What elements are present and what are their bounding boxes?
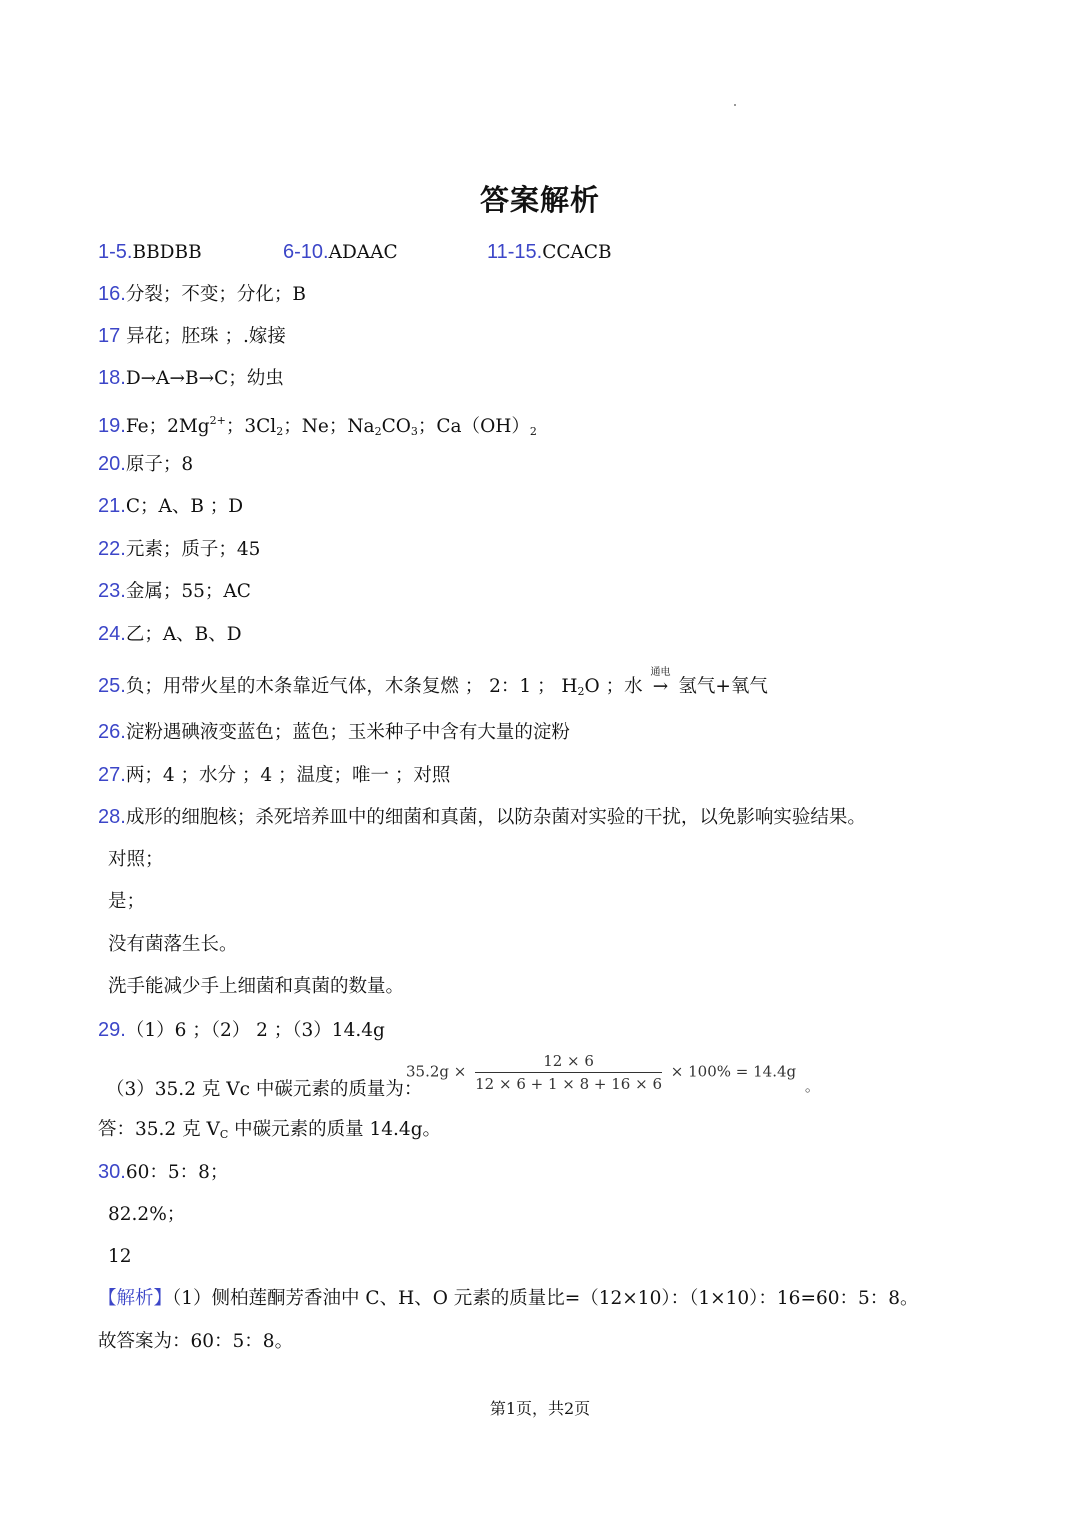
answer-text: CO [381,416,411,437]
answer-28-line-5: 洗手能减少手上细菌和真菌的数量。 [108,976,405,997]
subscript: C [219,1128,229,1141]
question-number: 20. [98,453,126,475]
answer-30 [98,1160,228,1185]
question-number: 16. [98,283,126,305]
answer-21 [98,494,243,519]
mc-group-6-10 [283,240,398,265]
question-number: 29. [98,1019,126,1041]
formula-fraction [475,1050,662,1095]
answer-28-line-3: 是； [108,891,146,912]
answer-text: BBDBB [132,242,202,263]
question-number: 22. [98,538,126,560]
superscript: 2+ [209,414,226,427]
answer-text: ；3Cl [225,416,277,437]
question-number: 1-5. [98,241,133,263]
answer-text: 淀粉遇碘液变蓝色；蓝色；玉米种子中含有大量的淀粉 [125,722,570,743]
answer-text: ADAAC [328,242,398,263]
question-number: 24. [98,623,126,645]
answer-16 [98,282,306,307]
answer-text: 原子；8 [125,454,194,475]
answer-28 [98,805,866,830]
question-number: 26. [98,721,126,743]
answer-text: C；A、B ；D [125,496,244,517]
formula-left: 35.2g × [406,1062,467,1081]
answer-text: 中碳元素的质量 14.4g。 [228,1119,442,1140]
answer-text: 答：35.2 克 V [98,1119,220,1140]
answer-26 [98,720,570,745]
answer-text: O ；水 [584,676,649,697]
answer-text: （1）6 ；（2） 2 ；（3）14.4g [125,1020,385,1041]
fraction-numerator: 12 × 6 [475,1050,662,1073]
answer-30-line-2: 82.2%； [108,1204,186,1225]
answer-29-calc-label: （3）35.2 克 Vc 中碳元素的质量为： [106,1079,423,1100]
answer-text: 分裂；不变；分化；B [125,284,306,305]
answer-22 [98,537,260,562]
answer-text: 金属；55；AC [125,581,251,602]
question-number: 6-10. [283,241,329,263]
answer-30-line-3: 12 [108,1246,132,1267]
question-number: 30. [98,1161,126,1183]
analysis-text: （1）侧柏莲酮芳香油中 C、H、O 元素的质量比=（12×10）：（1×10）：16=60：5：8。 [172,1288,919,1309]
answer-text: Fe；2Mg [125,416,210,437]
answer-text: 乙；A、B、D [125,624,242,645]
subscript: 2 [276,425,284,438]
answer-23 [98,579,251,604]
subscript: 2 [374,425,382,438]
reaction-arrow: → [652,676,669,697]
page-footer: 第1页，共2页 [489,1399,591,1418]
formula-end: 。 [804,1076,820,1095]
answer-text: ；Ca（OH） [417,416,530,437]
question-number: 21. [98,495,126,517]
arrow-condition-label: 通电 [650,667,671,678]
analysis-tag: 【解析】 [98,1288,173,1309]
formula-right: × 100% = 14.4g [670,1062,797,1081]
question-number: 11-15. [487,241,543,263]
subscript: 2 [529,425,537,438]
question-number: 25. [98,675,126,697]
answer-text: D→A→B→C；幼虫 [125,368,284,389]
subscript: 3 [410,425,418,438]
final-answer-line: 故答案为：60：5：8。 [98,1331,294,1352]
analysis-line [98,1287,919,1311]
subscript: 2 [577,685,585,698]
answer-18 [98,366,284,391]
mc-group-11-15 [487,240,612,265]
answer-text: 负；用带火星的木条靠近气体，木条复燃 ； 2：1 ； H [125,676,578,697]
answer-29 [98,1018,385,1043]
page-title: 答案解析 [479,183,600,217]
answer-27 [98,763,450,788]
mass-formula [406,1050,820,1095]
answer-text: 成形的细胞核；杀死培养皿中的细菌和真菌，以防杂菌对实验的干扰，以免影响实验结果。 [125,807,866,828]
fraction-denominator: 12 × 6 + 1 × 8 + 16 × 6 [475,1075,662,1093]
question-number: 27. [98,764,126,786]
answer-17 [98,324,286,349]
answer-19 [98,409,537,444]
answer-29-conclusion [98,1118,441,1147]
answer-20 [98,452,193,477]
answer-28-line-2: 对照； [108,849,164,870]
answer-text: 60：5：8； [125,1162,229,1183]
scan-speck [734,104,736,106]
answer-text: CCACB [542,242,612,263]
question-number: 17 [98,325,121,347]
electrolysis-arrow [648,667,672,699]
answer-text: 元素；质子；45 [125,539,261,560]
answer-text: ；Ne；Na [283,416,375,437]
question-number: 28. [98,806,126,828]
mc-group-1-5 [98,240,202,265]
answer-28-line-4: 没有菌落生长。 [108,934,238,955]
question-number: 19. [98,415,126,437]
answer-25 [98,667,768,704]
answer-24 [98,622,242,647]
question-number: 18. [98,367,126,389]
question-number: 23. [98,580,126,602]
answer-text: 两；4 ；水分 ；4 ；温度；唯一 ；对照 [125,765,451,786]
answer-text: 异花；胚珠 ；.嫁接 [120,326,286,347]
answer-text: 氢气+氧气 [672,676,768,697]
